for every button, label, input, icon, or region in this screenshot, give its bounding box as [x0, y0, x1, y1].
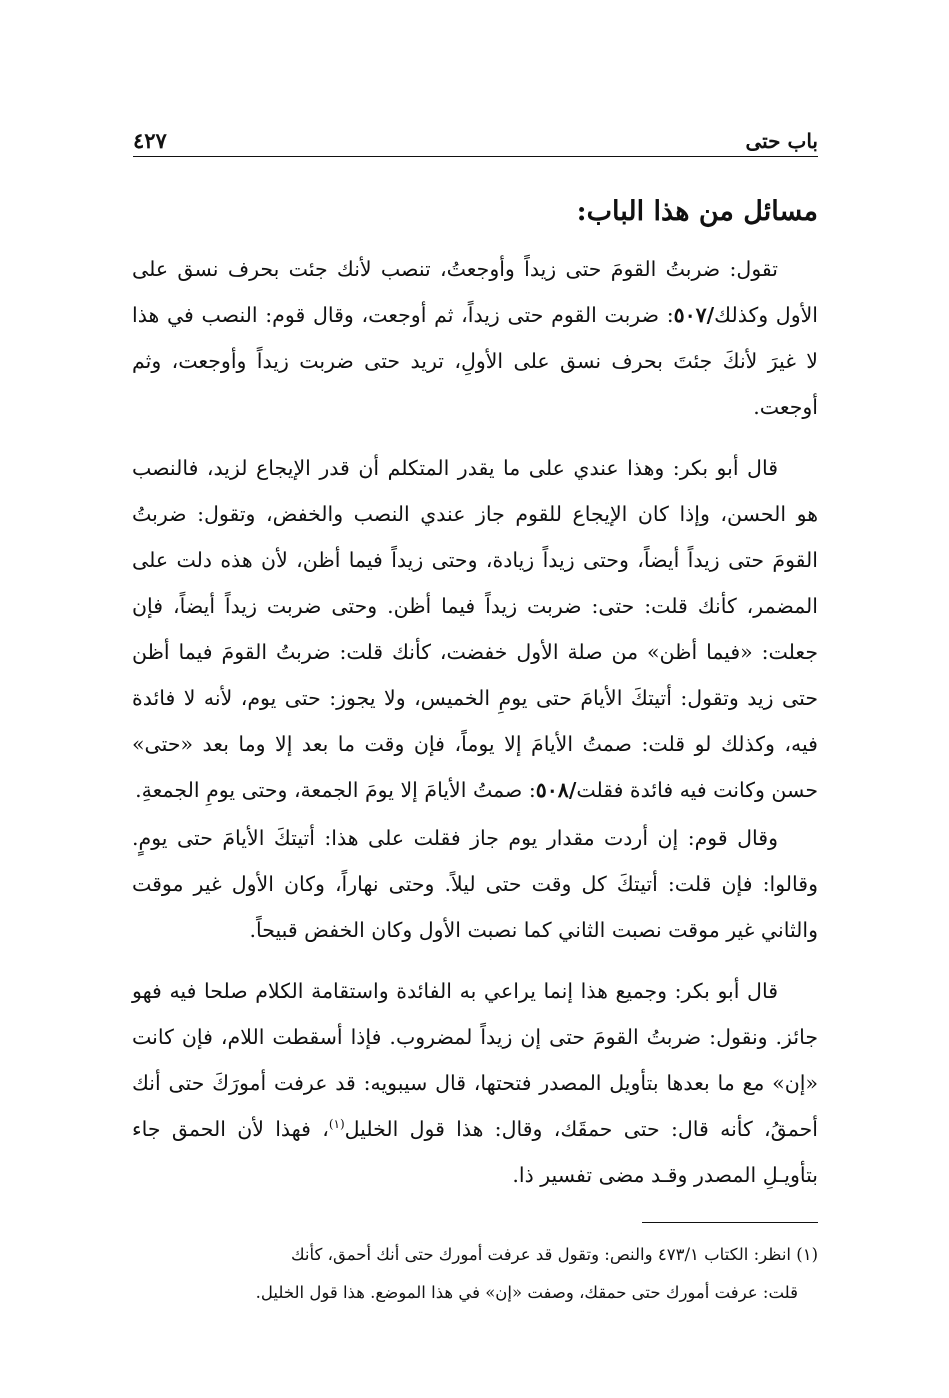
running-head — [133, 128, 818, 157]
paragraph-text: تقول: ضربتُ القومَ حتى زيداً وأوجعتُ، تنصب لأنك جئت بحرف نسق على الأول وكذلك — [132, 257, 818, 327]
paragraph-text: : صمتُ الأيامَ إلا يومَ الجمعة، وحتى يومِ الجمعةِ. — [135, 778, 536, 802]
paragraph-text: وقال قوم: إن أردت مقدار يوم جاز فقلت على هذا: أتيتكَ الأيامَ حتى يومٍ. وقالوا: فإن قلت: أتيتكَ كل وقت حتى ليلاً. وحتى نهاراً، وكان الأول غير موقت والثاني غير موقت نصبت الثاني كما نصبت الأول وكان الخفض قبيحاً. — [132, 826, 818, 942]
manuscript-folio-ref: /٥٠٨ — [535, 778, 577, 802]
footnote-line: (١) انظر: الكتاب ٤٧٣/١ والنص: وتقول قد عرفت أمورك حتى أنك أحمق، كأنك — [291, 1245, 818, 1264]
paragraph-text: : ضربت القوم حتى زيداً، ثم أوجعت، وقال قوم: النصب في هذا لا غيرَ لأنكَ جئتَ بحرف نسق على الأولِ، تريد حتى ضربت زيداً وأوجعت، وثم أوجعت. — [132, 303, 818, 419]
paragraph — [132, 815, 818, 953]
paragraph — [132, 246, 818, 430]
footnote-separator — [642, 1222, 818, 1223]
paragraph-text: قال أبو بكر: وهذا عندي على ما يقدر المتكلم أن قدر الإيجاع لزيد، فالنصب هو الحسن، وإذا كان الإيجاع للقوم جاز عندي النصب والخفض، وتقول: ضربتُ القومَ حتى زيداً أيضاً، وحتى زيداً زيادة، وحتى زيداً فيما أظن، لأن هذه دلت على المضمر، كأنك قلت: حتى: ضربت زيداً فيما أظن. وحتى ضربت زيداً أيضاً، فإن جعلت: «فيما أظن» من صلة الأول خفضت، كأنك قلت: ضربتُ القومَ فيما أظن حتى زيد وتقول: أتيتكَ الأيامَ حتى يومِ الخميس، ولا يجوز: حتى يوم، لأنه لا فائدة فيه، وكذلك لو قلت: صمتُ الأيامَ إلا يوماً، فإن وقت ما بعد إلا وما بعد «حتى» حسن وكانت فيه فائدة فقلت — [132, 456, 819, 802]
footnote-line: قلت: عرفت أمورك حتى حمقك، وصفت «إن» في هذا الموضع. هذا قول الخليل. — [255, 1283, 798, 1302]
section-heading: مسائل من هذا الباب: — [576, 196, 818, 227]
manuscript-folio-ref: /٥٠٧ — [673, 303, 715, 327]
footnotes — [132, 1236, 818, 1312]
paragraph-text: ، فهذا لأن الحمق جاء بتأويـلِ المصدر وقـد مضى تفسير ذا. — [132, 1117, 818, 1187]
footnote-reference[interactable]: (١) — [328, 1117, 345, 1132]
chapter-title: باب حتى — [745, 129, 818, 153]
main-text — [132, 246, 818, 1198]
paragraph — [132, 445, 818, 813]
paragraph-text: قال أبو بكر: وجميع هذا إنما يراعي به الفائدة واستقامة الكلام صلحا فيه فهو جائز. ونقول: ضربتُ القومَ حتى إن زيداً لمضروب. فإذا أسقطت اللام، فإن كانت «إن» مع ما بعدها بتأويل المصدر فتحتها، قال سيبويه: قد عرفت أمورَكَ حتى أنك أحمقُ، كأنه قال: حتى حمقَك، وقال: هذا قول الخليل — [132, 979, 818, 1141]
paragraph — [132, 968, 818, 1198]
page-number: ٤٢٧ — [133, 128, 167, 153]
